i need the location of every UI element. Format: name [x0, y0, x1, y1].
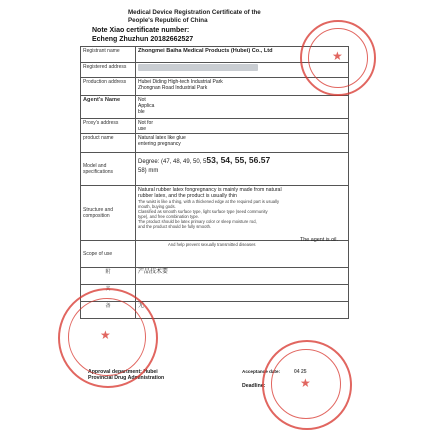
star-icon: ★ [100, 328, 111, 342]
attachment-label: 附 [81, 268, 136, 285]
product-name-label: product name [81, 134, 136, 153]
approval-department: Approval department: Hubei Provincial Drug Administration [88, 369, 165, 381]
attachment-value: 产品技术要 [136, 268, 349, 285]
remarks-label: 备 [81, 302, 136, 319]
agent-name-label: Agent's Name [81, 96, 136, 119]
model-specs-value: Degree: (47, 48, 49, 50, 553, 54, 55, 56.57 58) mm [136, 153, 349, 186]
official-seal-bottom [262, 340, 352, 430]
certificate-title [128, 9, 328, 25]
row-proxy-address [81, 119, 349, 134]
row-scope [81, 241, 349, 268]
other-label: 其 [81, 285, 136, 302]
scope-value: And help prevent sexually transmitted diseases The agent is oil. [136, 241, 349, 268]
registrant-name-label: Registrant name [81, 47, 136, 63]
certificate-number: Echeng Zhuzhun 20182662527 [92, 36, 194, 43]
row-attachment [81, 268, 349, 285]
proxy-address-label: Proxy's address [81, 119, 136, 134]
redacted-field [138, 64, 258, 71]
product-name-value: Natural latex like glue entering pregnancy [136, 134, 349, 153]
row-product-name [81, 134, 349, 153]
official-seal-left [58, 288, 158, 388]
registered-address-label: Registered address [81, 63, 136, 78]
star-icon: ★ [300, 376, 311, 390]
acceptance-date-label: Acceptance date: [242, 369, 281, 374]
agent-name-value: Not Applica ble [136, 96, 349, 119]
row-agent-name [81, 96, 349, 119]
certificate-table [80, 46, 349, 319]
scope-label: Scope of use [81, 241, 136, 268]
production-address-value: Hubei Diding High-tech Industrial Park Zhongnan Road Industrial Park [136, 78, 349, 96]
star-icon: ★ [332, 49, 343, 63]
production-address-label: Production address [81, 78, 136, 96]
model-specs-label: Model and specifications [81, 153, 136, 186]
certificate-number-label: Note Xiao certificate number: [92, 27, 190, 34]
row-structure [81, 186, 349, 241]
structure-label: Structure and composition [81, 186, 136, 241]
structure-value: Natural rubber latex fongregnancy is mainly made from natural rubber latex, and the product is usually thin The waist is like a thing, with a thickened edge at the required part is usually mouth, buying gods. Classified as smooth surface type, light surface type (seed community type), and free combination type. The product should be latex primary color or sleep moisture rod, and the product should be fully smooth. [136, 186, 349, 241]
proxy-address-value: Not for use [136, 119, 349, 134]
deadline-label: Deadline: [242, 383, 266, 389]
registrant-name-value: Zhongmei Baiha Medical Products (Hubei) Co., Ltd [136, 47, 349, 63]
row-model-specs [81, 153, 349, 186]
official-seal-top [300, 20, 376, 96]
title-line-2: People's Republic of China [128, 17, 208, 24]
remarks-value: 无 [136, 302, 349, 319]
other-value [136, 285, 349, 302]
title-line-1: Medical Device Registration Certificate of the [128, 9, 261, 16]
acceptance-date-value: 04 25 [294, 369, 307, 375]
